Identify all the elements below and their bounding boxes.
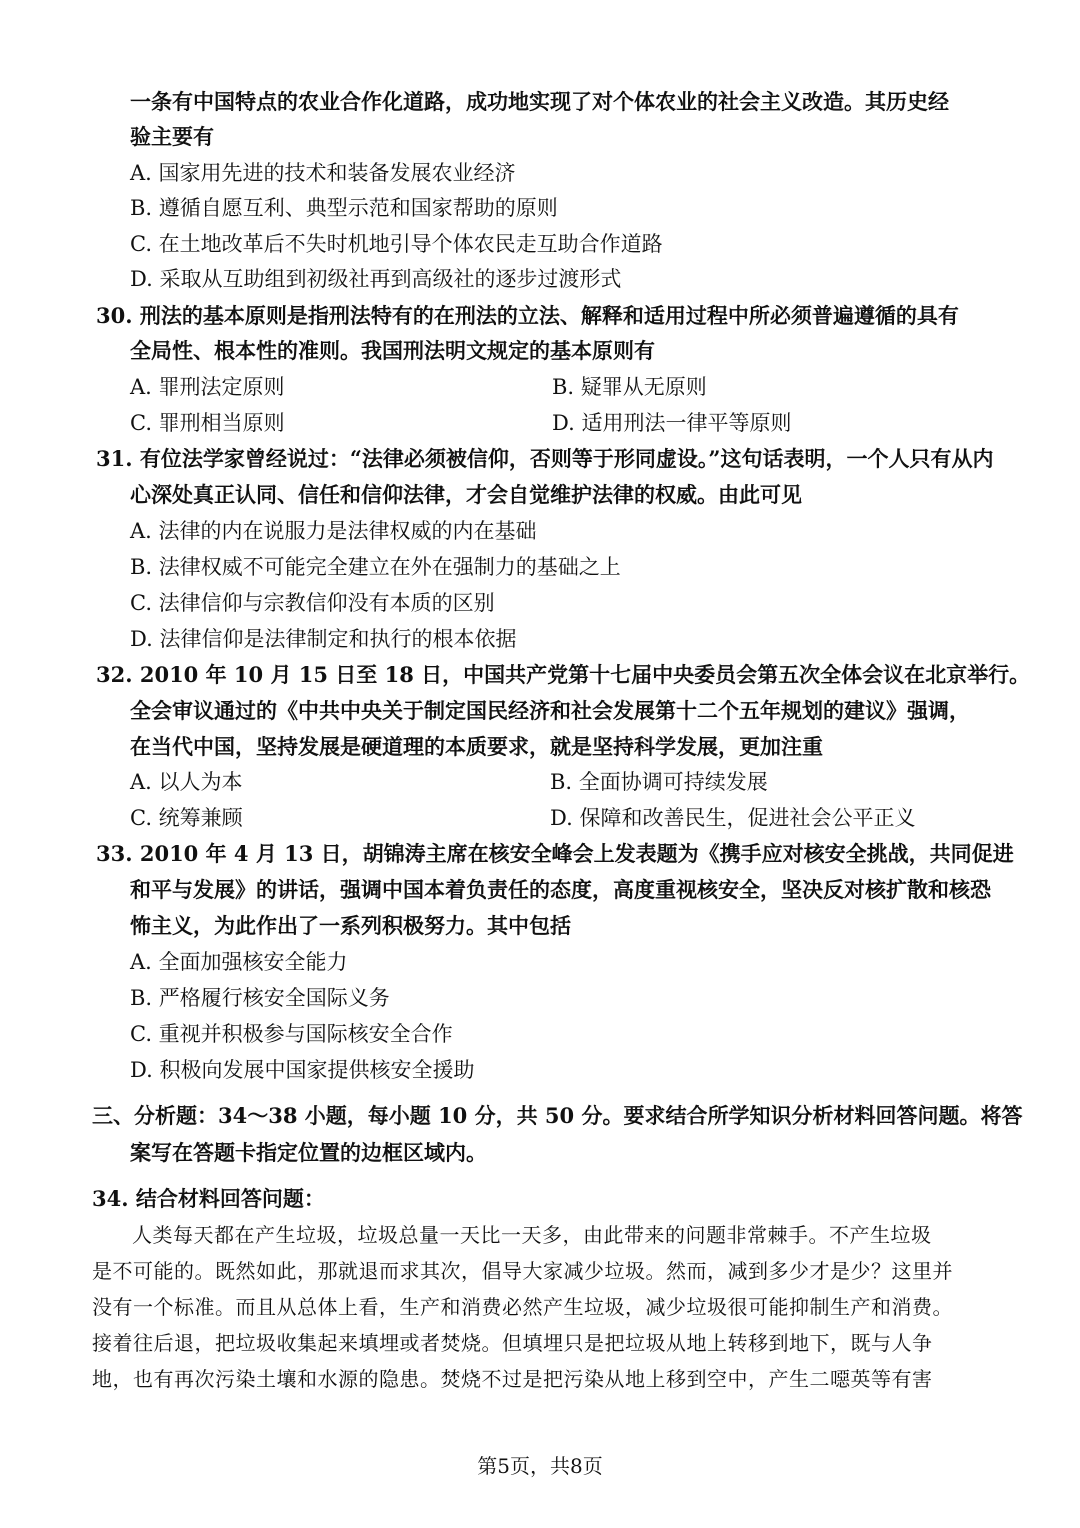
q30-stem-line1: 30. 刑法的基本原则是指刑法特有的在刑法的立法、解释和适用过程中所必须普遍遵循的具有: [96, 303, 959, 328]
q33-stem-line2: 和平与发展》的讲话，强调中国本着负责任的态度，高度重视核安全，坚决反对核扩散和核恐: [130, 877, 991, 902]
q30-option-c: C. 罪刑相当原则: [130, 411, 285, 435]
q32-stem-line1: 32. 2010 年 10 月 15 日至 18 日，中国共产党第十七届中央委员会第五次全体会议在北京举行。: [96, 662, 1031, 687]
q32-option-b: B. 全面协调可持续发展: [550, 770, 768, 794]
q33-stem-line1: 33. 2010 年 4 月 13 日，胡锦涛主席在核安全峰会上发表题为《携手应对核安全挑战，共同促进: [96, 841, 1014, 866]
page-number: 第5页，共8页: [477, 1454, 603, 1478]
q31-stem-line1: 31. 有位法学家曾经说过：“法律必须被信仰，否则等于形同虚设。”这句话表明，一个人只有从内: [96, 446, 994, 471]
q34-material-line3: 没有一个标准。而且从总体上看，生产和消费必然产生垃圾，减少垃圾很可能抑制生产和消费。: [92, 1295, 953, 1319]
q33-option-d: D. 积极向发展中国家提供核安全援助: [130, 1058, 475, 1082]
q30-option-b: B. 疑罪从无原则: [552, 375, 707, 399]
q32-option-a: A. 以人为本: [130, 770, 243, 794]
q34-title: 34. 结合材料回答问题：: [92, 1186, 325, 1211]
q33-option-b: B. 严格履行核安全国际义务: [130, 986, 390, 1010]
q32-stem-line2: 全会审议通过的《中共中央关于制定国民经济和社会发展第十二个五年规划的建议》强调，: [130, 698, 970, 723]
q31-option-d: D. 法律信仰是法律制定和执行的根本依据: [130, 627, 517, 651]
q30-stem-line2: 全局性、根本性的准则。我国刑法明文规定的基本原则有: [130, 338, 655, 363]
q29-option-d: D. 采取从互助组到初级社再到高级社的逐步过渡形式: [130, 267, 622, 291]
q29-option-c: C. 在土地改革后不失时机地引导个体农民走互助合作道路: [130, 232, 663, 256]
q34-material-line2: 是不可能的。既然如此，那就退而求其次，倡导大家减少垃圾。然而，减到多少才是少？这里并: [92, 1259, 953, 1283]
q32-option-c: C. 统筹兼顾: [130, 806, 243, 830]
q34-material-line5: 地，也有再次污染土壤和水源的隐患。焚烧不过是把污染从地上移到空中，产生二噁英等有害: [92, 1367, 933, 1391]
q29-stem-line1: 一条有中国特点的农业合作化道路，成功地实现了对个体农业的社会主义改造。其历史经: [130, 89, 949, 114]
q30-option-a: A. 罪刑法定原则: [130, 375, 285, 399]
q29-option-b: B. 遵循自愿互利、典型示范和国家帮助的原则: [130, 196, 558, 220]
q34-material-line4: 接着往后退，把垃圾收集起来填埋或者焚烧。但填埋只是把垃圾从地上转移到地下，既与人争: [92, 1331, 933, 1355]
q32-stem-line3: 在当代中国，坚持发展是硬道理的本质要求，就是坚持科学发展，更加注重: [130, 734, 823, 759]
q31-option-a: A. 法律的内在说服力是法律权威的内在基础: [130, 519, 537, 543]
section3-heading-line2: 案写在答题卡指定位置的边框区域内。: [130, 1140, 487, 1165]
q31-option-c: C. 法律信仰与宗教信仰没有本质的区别: [130, 591, 495, 615]
q31-option-b: B. 法律权威不可能完全建立在外在强制力的基础之上: [130, 555, 621, 579]
q30-option-d: D. 适用刑法一律平等原则: [552, 411, 792, 435]
q29-stem-line2: 验主要有: [130, 124, 214, 149]
q33-option-c: C. 重视并积极参与国际核安全合作: [130, 1022, 453, 1046]
q32-option-d: D. 保障和改善民生，促进社会公平正义: [550, 806, 916, 830]
section3-heading-line1: 三、分析题：34～38 小题，每小题 10 分，共 50 分。要求结合所学知识分析材料回答问题。将答: [92, 1103, 1023, 1128]
q31-stem-line2: 心深处真正认同、信任和信仰法律，才会自觉维护法律的权威。由此可见: [130, 482, 802, 507]
q29-option-a: A. 国家用先进的技术和装备发展农业经济: [130, 161, 516, 185]
q34-material-line1: 人类每天都在产生垃圾，垃圾总量一天比一天多，由此带来的问题非常棘手。不产生垃圾: [132, 1223, 932, 1247]
q33-stem-line3: 怖主义，为此作出了一系列积极努力。其中包括: [130, 913, 571, 938]
q33-option-a: A. 全面加强核安全能力: [130, 950, 348, 974]
